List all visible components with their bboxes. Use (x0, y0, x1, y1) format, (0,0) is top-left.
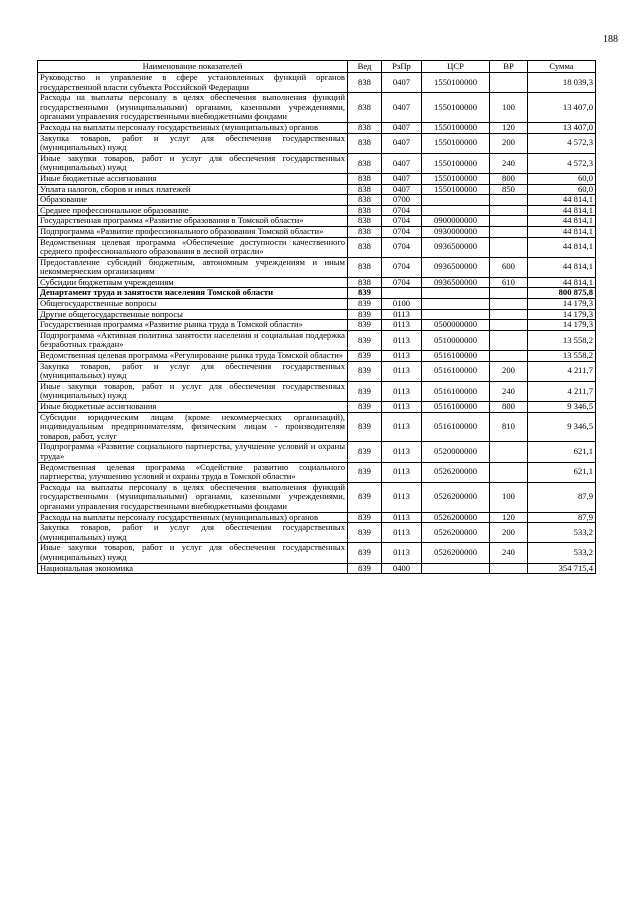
cell-vr (490, 351, 528, 362)
cell-csr: 0520000000 (422, 442, 490, 462)
cell-vr: 240 (490, 153, 528, 173)
cell-csr (422, 299, 490, 310)
cell-vr: 810 (490, 412, 528, 442)
cell-ved: 839 (348, 523, 382, 543)
cell-name: Подпрограмма «Активная политика занятости населения и социальная поддержка безработных граждан» (38, 330, 348, 350)
cell-name: Руководство и управление в сфере установленных функций органов государственной власти субъекта Российской Федерации (38, 73, 348, 93)
cell-name: Субсидии бюджетным учреждениям (38, 277, 348, 288)
cell-ved: 839 (348, 512, 382, 523)
table-row (38, 73, 596, 93)
table-row (38, 462, 596, 482)
cell-name: Ведомственная целевая программа «Обеспечение доступности качественного среднего профессионального образования в лесной отрасли» (38, 237, 348, 257)
cell-name: Национальная экономика (38, 563, 348, 574)
cell-ved: 839 (348, 563, 382, 574)
cell-csr: 1550100000 (422, 122, 490, 133)
cell-ved: 838 (348, 237, 382, 257)
cell-sum: 44 814,1 (528, 277, 596, 288)
cell-vr (490, 442, 528, 462)
cell-name: Расходы на выплаты персоналу государственных (муниципальных) органов (38, 512, 348, 523)
cell-ved: 839 (348, 320, 382, 331)
cell-vr (490, 309, 528, 320)
cell-rzpr (382, 288, 422, 299)
cell-csr: 1550100000 (422, 133, 490, 153)
cell-name: Департамент труда и занятости населения Томской области (38, 288, 348, 299)
cell-vr: 200 (490, 361, 528, 381)
cell-vr (490, 205, 528, 216)
cell-name: Иные бюджетные ассигнования (38, 402, 348, 413)
cell-csr: 1550100000 (422, 73, 490, 93)
cell-rzpr: 0113 (382, 412, 422, 442)
table-row (38, 288, 596, 299)
cell-sum: 4 211,7 (528, 361, 596, 381)
cell-rzpr: 0704 (382, 216, 422, 227)
table-row (38, 563, 596, 574)
cell-sum: 533,2 (528, 543, 596, 563)
cell-sum: 44 814,1 (528, 226, 596, 237)
cell-name: Ведомственная целевая программа «Содействие развитию социального партнерства, улучшению условий и охраны труда в Томской области» (38, 462, 348, 482)
cell-vr (490, 237, 528, 257)
table-body (38, 73, 596, 574)
table-row (38, 173, 596, 184)
cell-sum: 44 814,1 (528, 195, 596, 206)
cell-rzpr: 0704 (382, 226, 422, 237)
cell-ved: 839 (348, 462, 382, 482)
cell-sum: 800 875,8 (528, 288, 596, 299)
table-row (38, 512, 596, 523)
cell-rzpr: 0113 (382, 512, 422, 523)
cell-csr: 0900000000 (422, 216, 490, 227)
cell-sum: 4 572,3 (528, 133, 596, 153)
cell-name: Закупка товаров, работ и услуг для обеспечения государственных (муниципальных) нужд (38, 523, 348, 543)
table-row (38, 216, 596, 227)
cell-name: Другие общегосударственные вопросы (38, 309, 348, 320)
cell-vr: 850 (490, 184, 528, 195)
cell-rzpr: 0700 (382, 195, 422, 206)
cell-csr: 0516100000 (422, 381, 490, 401)
cell-ved: 838 (348, 133, 382, 153)
cell-csr: 0516100000 (422, 351, 490, 362)
header-csr: ЦСР (422, 61, 490, 73)
table-row (38, 320, 596, 331)
cell-sum: 13 407,0 (528, 93, 596, 123)
cell-ved: 839 (348, 402, 382, 413)
cell-rzpr: 0100 (382, 299, 422, 310)
table-row (38, 351, 596, 362)
cell-csr: 0936500000 (422, 237, 490, 257)
cell-ved: 838 (348, 122, 382, 133)
cell-ved: 838 (348, 73, 382, 93)
table-row (38, 381, 596, 401)
header-sum: Сумма (528, 61, 596, 73)
cell-vr (490, 462, 528, 482)
cell-rzpr: 0113 (382, 462, 422, 482)
table-row (38, 153, 596, 173)
cell-sum: 14 179,3 (528, 299, 596, 310)
cell-vr (490, 73, 528, 93)
table-row (38, 122, 596, 133)
table-row (38, 482, 596, 512)
cell-vr: 200 (490, 133, 528, 153)
cell-vr (490, 195, 528, 206)
table-row (38, 93, 596, 123)
cell-rzpr: 0407 (382, 73, 422, 93)
cell-ved: 839 (348, 482, 382, 512)
cell-csr (422, 309, 490, 320)
cell-sum: 13 407,0 (528, 122, 596, 133)
cell-ved: 839 (348, 361, 382, 381)
cell-vr (490, 288, 528, 299)
cell-name: Уплата налогов, сборов и иных платежей (38, 184, 348, 195)
cell-name: Закупка товаров, работ и услуг для обеспечения государственных (муниципальных) нужд (38, 361, 348, 381)
cell-csr: 0500000000 (422, 320, 490, 331)
cell-sum: 13 558,2 (528, 351, 596, 362)
cell-ved: 839 (348, 299, 382, 310)
cell-csr: 0526200000 (422, 482, 490, 512)
cell-ved: 839 (348, 381, 382, 401)
cell-ved: 838 (348, 277, 382, 288)
header-name: Наименование показателей (38, 61, 348, 73)
cell-vr: 100 (490, 482, 528, 512)
cell-ved: 839 (348, 330, 382, 350)
cell-rzpr: 0113 (382, 381, 422, 401)
cell-rzpr: 0113 (382, 523, 422, 543)
table-row (38, 361, 596, 381)
cell-ved: 838 (348, 257, 382, 277)
cell-vr: 800 (490, 173, 528, 184)
cell-csr: 1550100000 (422, 184, 490, 195)
cell-name: Предоставление субсидий бюджетным, автономным учреждениям и иным некоммерческим организациям (38, 257, 348, 277)
cell-rzpr: 0704 (382, 257, 422, 277)
page-number: 188 (603, 34, 618, 45)
cell-sum: 9 346,5 (528, 402, 596, 413)
cell-rzpr: 0400 (382, 563, 422, 574)
cell-name: Ведомственная целевая программа «Регулирование рынка труда Томской области» (38, 351, 348, 362)
cell-name: Среднее профессиональное образование (38, 205, 348, 216)
table-row (38, 442, 596, 462)
cell-csr: 0526200000 (422, 543, 490, 563)
cell-name: Иные закупки товаров, работ и услуг для обеспечения государственных (муниципальных) нужд (38, 153, 348, 173)
budget-table (37, 60, 596, 574)
cell-rzpr: 0113 (382, 442, 422, 462)
table-row (38, 184, 596, 195)
cell-ved: 838 (348, 195, 382, 206)
cell-rzpr: 0407 (382, 173, 422, 184)
table-row (38, 543, 596, 563)
cell-name: Общегосударственные вопросы (38, 299, 348, 310)
cell-sum: 44 814,1 (528, 237, 596, 257)
cell-csr (422, 563, 490, 574)
cell-csr: 0526200000 (422, 523, 490, 543)
cell-sum: 60,0 (528, 173, 596, 184)
cell-csr (422, 195, 490, 206)
cell-csr: 0516100000 (422, 412, 490, 442)
cell-vr (490, 330, 528, 350)
cell-sum: 87,9 (528, 482, 596, 512)
cell-sum: 18 039,3 (528, 73, 596, 93)
cell-sum: 533,2 (528, 523, 596, 543)
cell-ved: 838 (348, 173, 382, 184)
cell-vr: 240 (490, 543, 528, 563)
cell-rzpr: 0113 (382, 309, 422, 320)
table-header-row (38, 61, 596, 73)
table-row (38, 402, 596, 413)
table-row (38, 330, 596, 350)
cell-rzpr: 0407 (382, 133, 422, 153)
cell-vr: 240 (490, 381, 528, 401)
cell-csr: 0936500000 (422, 257, 490, 277)
cell-sum: 9 346,5 (528, 412, 596, 442)
cell-rzpr: 0704 (382, 237, 422, 257)
cell-name: Образование (38, 195, 348, 206)
cell-name: Иные закупки товаров, работ и услуг для обеспечения государственных (муниципальных) нужд (38, 543, 348, 563)
cell-name: Расходы на выплаты персоналу в целях обеспечения выполнения функций государственными (муниципальными) органами, казенными учреждениями, органами управления государственными внебюджетными фондами (38, 482, 348, 512)
cell-name: Государственная программа «Развитие образования в Томской области» (38, 216, 348, 227)
table-row (38, 257, 596, 277)
cell-rzpr: 0113 (382, 361, 422, 381)
cell-rzpr: 0407 (382, 153, 422, 173)
cell-rzpr: 0113 (382, 402, 422, 413)
table-row (38, 412, 596, 442)
cell-vr (490, 320, 528, 331)
cell-sum: 13 558,2 (528, 330, 596, 350)
cell-sum: 44 814,1 (528, 216, 596, 227)
cell-rzpr: 0407 (382, 184, 422, 195)
cell-csr: 0516100000 (422, 402, 490, 413)
cell-ved: 838 (348, 226, 382, 237)
cell-sum: 621,1 (528, 442, 596, 462)
table-row (38, 299, 596, 310)
cell-name: Иные бюджетные ассигнования (38, 173, 348, 184)
cell-ved: 839 (348, 351, 382, 362)
cell-sum: 14 179,3 (528, 309, 596, 320)
cell-vr (490, 216, 528, 227)
cell-ved: 838 (348, 93, 382, 123)
cell-rzpr: 0113 (382, 543, 422, 563)
cell-csr: 0516100000 (422, 361, 490, 381)
cell-csr: 0510000000 (422, 330, 490, 350)
cell-sum: 14 179,3 (528, 320, 596, 331)
cell-name: Иные закупки товаров, работ и услуг для обеспечения государственных (муниципальных) нужд (38, 381, 348, 401)
cell-name: Расходы на выплаты персоналу государственных (муниципальных) органов (38, 122, 348, 133)
cell-sum: 87,9 (528, 512, 596, 523)
cell-sum: 44 814,1 (528, 257, 596, 277)
cell-sum: 44 814,1 (528, 205, 596, 216)
table-row (38, 205, 596, 216)
header-vr: ВР (490, 61, 528, 73)
cell-vr (490, 563, 528, 574)
table-row (38, 133, 596, 153)
cell-ved: 839 (348, 288, 382, 299)
table-row (38, 237, 596, 257)
cell-vr (490, 226, 528, 237)
table-row (38, 226, 596, 237)
cell-sum: 4 572,3 (528, 153, 596, 173)
cell-csr: 1550100000 (422, 173, 490, 184)
table-row (38, 195, 596, 206)
cell-csr: 0526200000 (422, 512, 490, 523)
cell-csr: 0936500000 (422, 277, 490, 288)
cell-vr: 800 (490, 402, 528, 413)
cell-rzpr: 0113 (382, 351, 422, 362)
table-row (38, 277, 596, 288)
cell-ved: 839 (348, 442, 382, 462)
table-row (38, 309, 596, 320)
header-ved: Вед (348, 61, 382, 73)
cell-csr (422, 288, 490, 299)
cell-name: Расходы на выплаты персоналу в целях обеспечения выполнения функций государственными (муниципальными) органами, казенными учреждениями, органами управления государственными внебюджетными фондами (38, 93, 348, 123)
cell-sum: 4 211,7 (528, 381, 596, 401)
cell-name: Субсидии юридическим лицам (кроме некоммерческих организаций), индивидуальным предпринимателям, физическим лицам - производителям товаров, работ, услуг (38, 412, 348, 442)
cell-sum: 354 715,4 (528, 563, 596, 574)
cell-ved: 838 (348, 205, 382, 216)
cell-vr: 100 (490, 93, 528, 123)
cell-csr: 0526200000 (422, 462, 490, 482)
cell-rzpr: 0704 (382, 205, 422, 216)
cell-csr: 0930000000 (422, 226, 490, 237)
header-rzpr: РзПр (382, 61, 422, 73)
cell-rzpr: 0113 (382, 330, 422, 350)
cell-csr: 1550100000 (422, 153, 490, 173)
cell-csr: 1550100000 (422, 93, 490, 123)
cell-rzpr: 0113 (382, 482, 422, 512)
cell-vr: 610 (490, 277, 528, 288)
cell-ved: 838 (348, 184, 382, 195)
cell-ved: 839 (348, 309, 382, 320)
cell-name: Подпрограмма «Развитие профессионального образования Томской области» (38, 226, 348, 237)
cell-ved: 839 (348, 412, 382, 442)
cell-ved: 838 (348, 216, 382, 227)
cell-vr: 120 (490, 512, 528, 523)
cell-rzpr: 0704 (382, 277, 422, 288)
cell-rzpr: 0113 (382, 320, 422, 331)
cell-sum: 60,0 (528, 184, 596, 195)
cell-rzpr: 0407 (382, 93, 422, 123)
cell-ved: 838 (348, 153, 382, 173)
cell-vr: 600 (490, 257, 528, 277)
cell-name: Государственная программа «Развитие рынка труда в Томской области» (38, 320, 348, 331)
cell-name: Закупка товаров, работ и услуг для обеспечения государственных (муниципальных) нужд (38, 133, 348, 153)
cell-sum: 621,1 (528, 462, 596, 482)
cell-ved: 839 (348, 543, 382, 563)
cell-csr (422, 205, 490, 216)
cell-vr (490, 299, 528, 310)
table-row (38, 523, 596, 543)
cell-name: Подпрограмма «Развитие социального партнерства, улучшение условий и охраны труда» (38, 442, 348, 462)
cell-vr: 120 (490, 122, 528, 133)
cell-vr: 200 (490, 523, 528, 543)
cell-rzpr: 0407 (382, 122, 422, 133)
